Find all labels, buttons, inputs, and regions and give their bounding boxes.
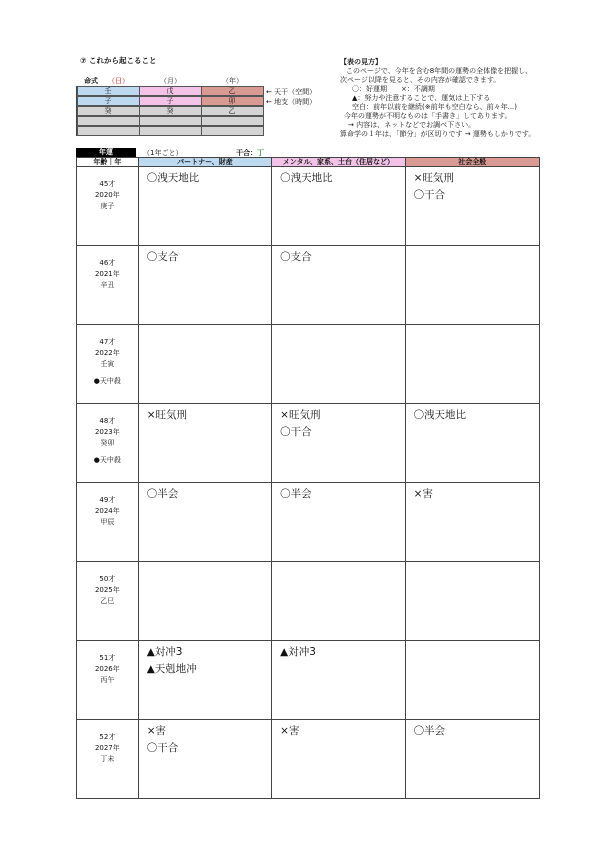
table-row — [76, 246, 540, 325]
fortune-cell-c2 — [272, 246, 405, 324]
legend-line: このページで、今年を含む8年間の運勢の全体像を把握し、 — [346, 67, 533, 75]
table-row — [76, 325, 540, 404]
meishiki-month-label: （月） — [160, 77, 181, 85]
legend-line: 算命学の１年は、「節分」が区切りです → 運勢もしかりです。 — [340, 130, 536, 138]
meishiki-label: 命式 — [84, 77, 98, 85]
meishiki-cell — [201, 126, 264, 136]
meishiki-grid — [76, 86, 264, 136]
fortune-table — [76, 157, 540, 799]
meishiki-cell: 乙 — [201, 86, 264, 96]
fortune-cell-c1 — [139, 246, 272, 324]
legend-line: 〇：好運期 ×：不調期 — [352, 85, 435, 93]
fortune-entry: 〇干合 — [280, 426, 312, 438]
fortune-entry: ▲対冲3 — [146, 646, 183, 658]
year-cell-year: 2022年 — [94, 349, 120, 357]
header-age-year: 年齢｜年 — [77, 158, 139, 166]
fortune-entry: ×旺気刑 — [280, 409, 321, 421]
meishiki-cell — [139, 126, 202, 136]
year-cell — [77, 325, 139, 403]
year-cell — [77, 167, 139, 245]
fortune-entry: 〇支合 — [146, 251, 179, 263]
year-cell-age: 50才 — [99, 575, 116, 583]
header-society: 社会全般 — [406, 158, 539, 166]
nenun-label: 年運 — [76, 148, 136, 157]
year-cell — [77, 246, 139, 324]
year-cell-kanshi: 丙午 — [100, 676, 115, 684]
year-cell-year: 2020年 — [94, 191, 120, 199]
fortune-cell-c3 — [406, 404, 539, 482]
table-header — [76, 157, 540, 167]
year-cell-year: 2024年 — [94, 507, 120, 515]
year-cell-year: 2025年 — [94, 586, 120, 594]
fortune-entry: ▲対冲3 — [280, 646, 316, 658]
meishiki-cell — [201, 116, 264, 126]
fortune-cell-c3 — [406, 246, 539, 324]
year-cell-age: 51才 — [99, 654, 116, 662]
fortune-cell-c1 — [139, 483, 272, 561]
fortune-entry: ×旺気刑 — [413, 172, 454, 184]
tenchusatsu-mark: ●天中殺 — [93, 377, 121, 385]
meishiki-sun-label: （日） — [108, 77, 129, 85]
fortune-cell-c1 — [139, 562, 272, 640]
meishiki-cell: 壬 — [77, 86, 140, 96]
fortune-entry: 〇半会 — [146, 488, 179, 500]
meishiki-cell: 卯 — [201, 96, 264, 106]
fortune-entry: ×害 — [280, 725, 300, 737]
table-row — [76, 562, 540, 641]
legend-line: → 内容は、ネットなどでお調べ下さい。 — [348, 121, 476, 129]
table-row — [76, 404, 540, 483]
table-row — [76, 167, 540, 246]
year-note: （1年ごと） — [143, 149, 183, 157]
fortune-entry: 〇干合 — [413, 189, 446, 201]
year-cell-age: 48才 — [99, 417, 116, 425]
meishiki-cell: 子 — [139, 96, 202, 106]
fortune-cell-c1 — [139, 167, 272, 245]
year-cell-kanshi: 壬寅 — [100, 360, 115, 368]
chishi-note: ← 地支（時間） — [266, 98, 317, 106]
fortune-cell-c1 — [139, 404, 272, 482]
table-row — [76, 483, 540, 562]
fortune-cell-c1 — [139, 325, 272, 403]
table-row — [76, 720, 540, 799]
fortune-cell-c2 — [272, 720, 405, 798]
year-cell-year: 2027年 — [94, 744, 120, 752]
meishiki-cell: 癸 — [139, 106, 202, 116]
year-cell-age: 45才 — [99, 180, 116, 188]
fortune-cell-c3 — [406, 483, 539, 561]
fortune-entry: 〇干合 — [146, 742, 179, 754]
tenchusatsu-mark: ●天中殺 — [93, 456, 121, 464]
year-cell-year: 2026年 — [94, 665, 120, 673]
year-cell-kanshi: 甲辰 — [100, 518, 115, 526]
header-mental: メンタル、家系、土台（住居など） — [272, 158, 405, 166]
year-cell-age: 46才 — [99, 259, 116, 267]
meishiki-cell — [139, 116, 202, 126]
year-cell-age: 52才 — [99, 733, 116, 741]
legend — [340, 58, 560, 139]
fortune-cell-c3 — [406, 562, 539, 640]
meishiki-cell — [77, 126, 140, 136]
meishiki-cell: 戊 — [139, 86, 202, 96]
kango: 干合：丁 — [236, 149, 264, 157]
table-row — [76, 641, 540, 720]
kango-value: 丁 — [257, 149, 264, 157]
fortune-entry: 〇半会 — [413, 725, 446, 737]
year-cell — [77, 404, 139, 482]
fortune-entry: ▲天剋地冲 — [146, 663, 197, 675]
meishiki-cell: 乙 — [201, 106, 264, 116]
fortune-entry: 〇半会 — [280, 488, 312, 500]
year-cell — [77, 562, 139, 640]
year-cell — [77, 641, 139, 719]
fortune-entry: ×旺気刑 — [146, 409, 188, 421]
year-cell-year: 2021年 — [94, 270, 120, 278]
legend-line: 空白：前年以前を継続(※前年も空白なら、前々年...) — [352, 103, 518, 111]
year-cell-kanshi: 庚子 — [100, 202, 115, 210]
fortune-cell-c1 — [139, 641, 272, 719]
year-cell — [77, 483, 139, 561]
header-partner: パートナー、財産 — [139, 158, 272, 166]
year-cell-year: 2023年 — [94, 428, 120, 436]
fortune-cell-c2 — [272, 483, 405, 561]
year-cell-kanshi: 丁未 — [100, 755, 115, 763]
year-cell-age: 47才 — [99, 338, 116, 346]
fortune-entry: ×害 — [146, 725, 167, 737]
meishiki-cell: 癸 — [77, 106, 140, 116]
fortune-cell-c2 — [272, 562, 405, 640]
legend-title: 【表の見方】 — [340, 58, 382, 66]
fortune-entry: 〇洩天地比 — [280, 172, 333, 184]
year-cell-kanshi: 辛丑 — [100, 281, 115, 289]
section-title: ⑦ これから起こること — [80, 56, 157, 65]
fortune-cell-c3 — [406, 641, 539, 719]
fortune-entry: 〇洩天地比 — [413, 409, 467, 421]
year-cell-kanshi: 乙巳 — [100, 597, 115, 605]
year-cell-age: 49才 — [99, 496, 116, 504]
fortune-cell-c1 — [139, 720, 272, 798]
legend-line: 次ページ以降を見ると、その内容が確認できます。 — [340, 76, 501, 84]
fortune-cell-c3 — [406, 325, 539, 403]
fortune-entry: ×害 — [413, 488, 433, 500]
fortune-cell-c2 — [272, 325, 405, 403]
meishiki-cell: 子 — [77, 96, 140, 106]
meishiki-year-label: （年） — [222, 77, 243, 85]
legend-line: ▲：努力や注意することで、運気は上下する — [352, 94, 491, 102]
meishiki-cell — [77, 116, 140, 126]
fortune-entry: 〇洩天地比 — [146, 172, 200, 184]
fortune-cell-c3 — [406, 720, 539, 798]
fortune-entry: 〇支合 — [280, 251, 312, 263]
tenkan-note: ← 天干（空間） — [266, 88, 317, 96]
fortune-cell-c2 — [272, 167, 405, 245]
fortune-cell-c3 — [406, 167, 539, 245]
fortune-cell-c2 — [272, 641, 405, 719]
year-cell-kanshi: 癸卯 — [100, 439, 115, 447]
fortune-cell-c2 — [272, 404, 405, 482]
legend-line: 今年の運勢が不明なものは「手書き」してあります。 — [344, 112, 512, 120]
year-cell — [77, 720, 139, 798]
